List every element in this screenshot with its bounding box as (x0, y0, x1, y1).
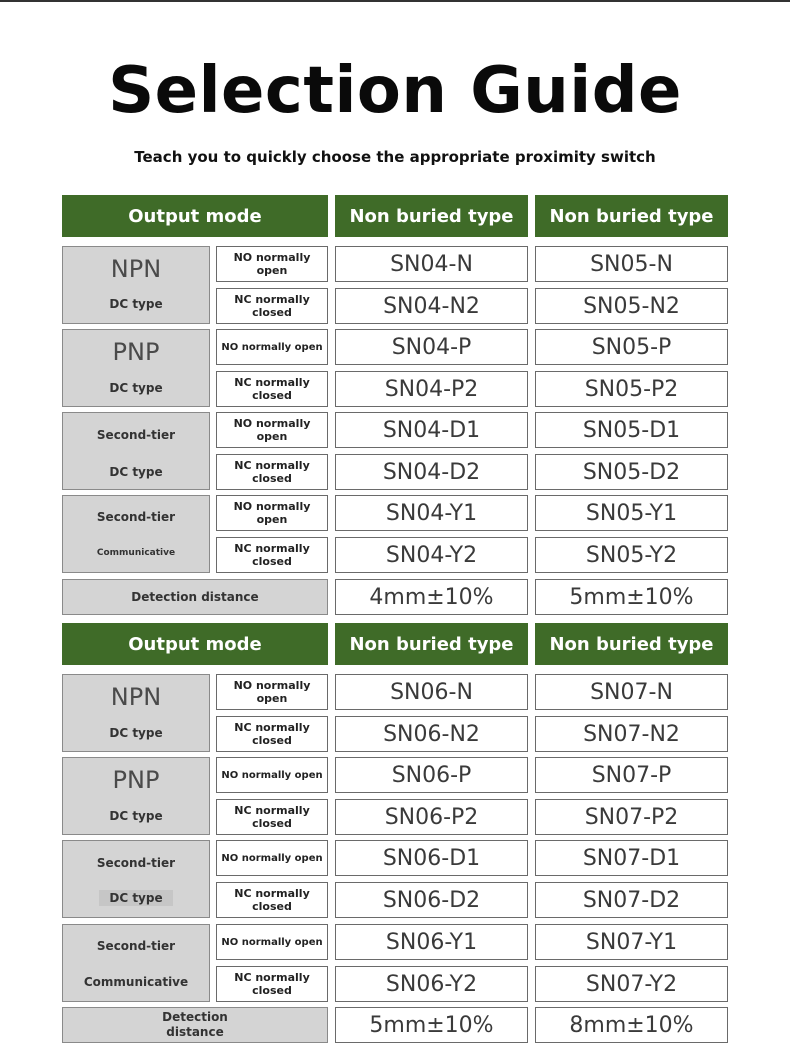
model-cell: SN04-P2 (335, 371, 528, 407)
header-output-mode: Output mode (62, 623, 328, 665)
mode-normally-closed: NC normally closed (216, 454, 328, 490)
model-cell: SN04-N2 (335, 288, 528, 324)
mode-normally-closed: NC normally closed (216, 288, 328, 324)
mode-normally-open: NO normally open (216, 495, 328, 531)
detection-distance-label: Detection distance (62, 579, 328, 615)
detection-distance-text: Detection distance (162, 1010, 228, 1039)
mode-normally-closed: NC normally closed (216, 882, 328, 918)
model-cell: SN06-Y1 (335, 924, 528, 960)
model-cell: SN05-Y2 (535, 537, 728, 573)
group-pnp (62, 757, 210, 835)
model-cell: SN07-P (535, 757, 728, 793)
model-cell: SN07-Y1 (535, 924, 728, 960)
detection-distance-value: 5mm±10% (535, 579, 728, 615)
model-cell: SN05-Y1 (535, 495, 728, 531)
model-cell: SN07-N (535, 674, 728, 710)
group-subtitle: Communicative (96, 548, 176, 558)
group-title: Second-tier (96, 510, 176, 524)
model-cell: SN04-Y1 (335, 495, 528, 531)
detection-distance-value: 5mm±10% (335, 1007, 528, 1043)
group-subtitle: DC type (109, 809, 163, 823)
model-cell: SN05-P (535, 329, 728, 365)
top-border-line (0, 0, 790, 2)
group-title: PNP (112, 766, 160, 794)
detection-distance-value: 8mm±10% (535, 1007, 728, 1043)
group-subtitle-text: DC type (99, 890, 172, 906)
mode-normally-open: NO normally open (216, 924, 328, 960)
model-cell: SN06-N2 (335, 716, 528, 752)
header-non-buried-type: Non buried type (335, 623, 528, 665)
group-subtitle: DC type (109, 726, 163, 740)
model-cell: SN04-N (335, 246, 528, 282)
mode-normally-closed: NC normally closed (216, 716, 328, 752)
group-title: PNP (112, 338, 160, 366)
page-subtitle: Teach you to quickly choose the appropriate proximity switch (134, 148, 656, 166)
model-cell: SN06-N (335, 674, 528, 710)
mode-normally-open: NO normally open (216, 246, 328, 282)
group-pnp (62, 329, 210, 407)
model-cell: SN06-P (335, 757, 528, 793)
group-second-tier-communicative (62, 924, 210, 1002)
mode-normally-open: NO normally open (216, 412, 328, 448)
group-second-tier-communicative (62, 495, 210, 573)
model-cell: SN06-D1 (335, 840, 528, 876)
model-cell: SN04-P (335, 329, 528, 365)
model-cell: SN06-Y2 (335, 966, 528, 1002)
group-subtitle: DC type (109, 297, 163, 311)
model-cell: SN05-N2 (535, 288, 728, 324)
group-second-tier-dc (62, 840, 210, 918)
model-cell: SN06-P2 (335, 799, 528, 835)
group-second-tier-dc (62, 412, 210, 490)
group-npn (62, 674, 210, 752)
header-non-buried-type: Non buried type (335, 195, 528, 237)
header-non-buried-type: Non buried type (535, 195, 728, 237)
header-non-buried-type: Non buried type (535, 623, 728, 665)
mode-normally-closed: NC normally closed (216, 799, 328, 835)
model-cell: SN05-P2 (535, 371, 728, 407)
group-subtitle: DC type (109, 381, 163, 395)
group-subtitle (63, 891, 209, 905)
group-title: Second-tier (96, 856, 176, 870)
mode-normally-closed: NC normally closed (216, 371, 328, 407)
mode-normally-closed: NC normally closed (216, 966, 328, 1002)
group-title: Second-tier (96, 939, 176, 953)
model-cell: SN05-N (535, 246, 728, 282)
detection-distance-value: 4mm±10% (335, 579, 528, 615)
model-cell: SN07-D1 (535, 840, 728, 876)
model-cell: SN04-D1 (335, 412, 528, 448)
group-title: NPN (110, 683, 162, 711)
mode-normally-open: NO normally open (216, 840, 328, 876)
mode-normally-open: NO normally open (216, 329, 328, 365)
model-cell: SN04-Y2 (335, 537, 528, 573)
model-cell: SN07-D2 (535, 882, 728, 918)
header-output-mode: Output mode (62, 195, 328, 237)
model-cell: SN07-P2 (535, 799, 728, 835)
page-title: Selection Guide (108, 54, 682, 128)
group-title: NPN (110, 255, 162, 283)
model-cell: SN05-D1 (535, 412, 728, 448)
mode-normally-open: NO normally open (216, 757, 328, 793)
mode-normally-open: NO normally open (216, 674, 328, 710)
model-cell: SN05-D2 (535, 454, 728, 490)
model-cell: SN06-D2 (335, 882, 528, 918)
group-subtitle: DC type (109, 465, 163, 479)
model-cell: SN07-Y2 (535, 966, 728, 1002)
detection-distance-label (62, 1007, 328, 1043)
model-cell: SN04-D2 (335, 454, 528, 490)
group-title: Second-tier (96, 428, 176, 442)
group-subtitle: Communicative (83, 975, 189, 989)
model-cell: SN07-N2 (535, 716, 728, 752)
group-npn (62, 246, 210, 324)
mode-normally-closed: NC normally closed (216, 537, 328, 573)
